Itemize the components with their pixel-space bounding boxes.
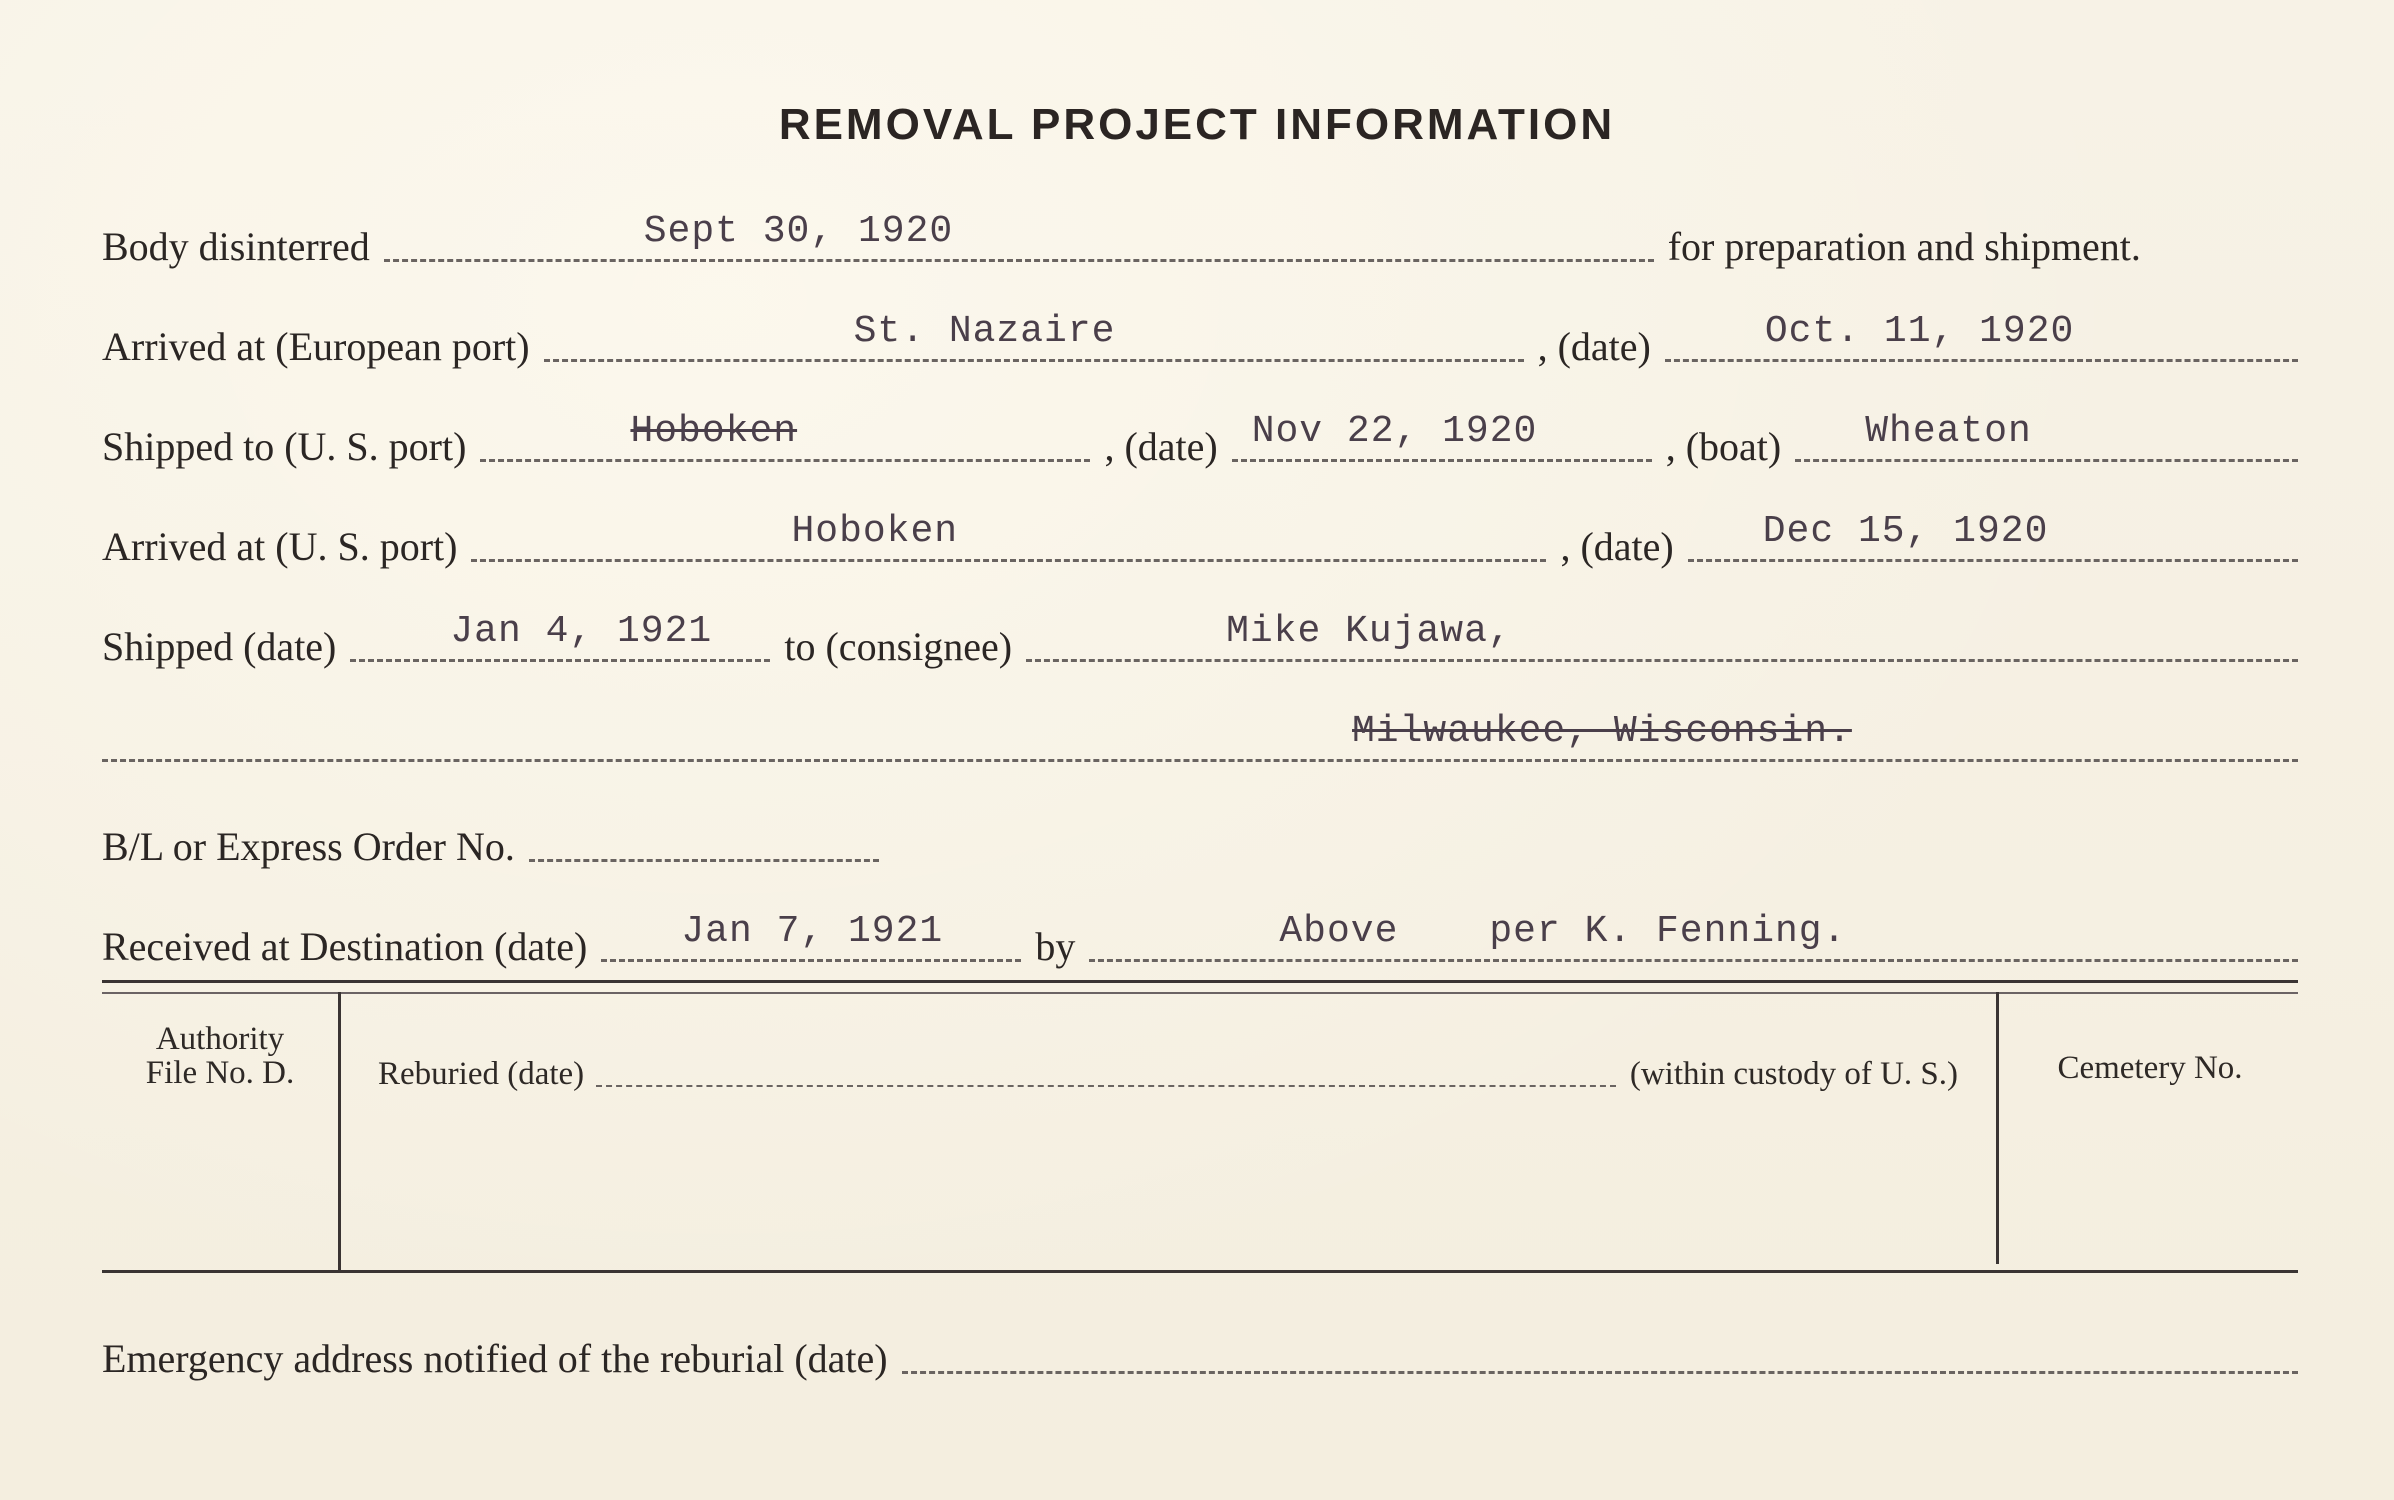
shipped-date: Jan 4, 1921 [450,610,713,653]
european-port-field [544,307,1524,362]
european-port-date-label: , (date) [1537,324,1651,369]
disinterred-field [384,207,1654,262]
disinterred-suffix: for preparation and shipment. [1667,224,2141,269]
page-title: REMOVAL PROJECT INFORMATION [778,100,1616,149]
disinterred-label: Body disinterred [102,224,370,269]
arrived-us-value: Hoboken [791,510,959,553]
shipped-us-label: Shipped to (U. S. port) [102,424,467,469]
row-bl [102,800,2298,870]
bl-field [529,807,879,862]
shipped-us-date: Nov 22, 1920 [1251,410,1538,453]
received-by-label: by [1035,924,1076,969]
received-per: per K. Fenning. [1489,910,1847,953]
reburied-label: Reburied (date) [378,1056,585,1092]
european-port-value: St. Nazaire [853,310,1116,353]
box-divider-left [338,992,341,1270]
address-value: Milwaukee, Wisconsin. [1352,710,1852,753]
arrived-us-field [471,507,1546,562]
emergency-label: Emergency address notified of the reburial (date) [102,1336,888,1381]
shipped-us-value: Hoboken [630,410,798,453]
box-divider-right [1996,992,1999,1264]
shipped-us-date-field [1232,407,1652,462]
european-port-date-field [1665,307,2298,362]
arrived-us-date: Dec 15, 1920 [1762,510,2049,553]
row-arrived-us [102,500,2298,570]
custody-label: (within custody of U. S.) [1629,1056,1958,1092]
row-disinterred [102,200,2298,270]
row-received [102,900,2298,970]
european-port-date: Oct. 11, 1920 [1764,310,2075,353]
row-shipped [102,600,2298,670]
shipped-us-boat-label: , (boat) [1665,424,1782,469]
row-european-port [102,300,2298,370]
box-top-rule-thin [102,992,2298,994]
arrived-us-date-label: , (date) [1560,524,1674,569]
arrived-us-label: Arrived at (U. S. port) [102,524,458,569]
shipped-date-field [350,607,770,662]
file-no-label: File No. D. [145,1055,295,1091]
authority-label: Authority [155,1021,285,1057]
shipped-us-boat: Wheaton [1865,410,2032,453]
box-bottom-rule [102,1270,2298,1273]
received-by: Above [1279,910,1399,953]
box-top-rule [102,980,2298,983]
reburied-row [378,1055,1958,1093]
shipped-us-date-label: , (date) [1104,424,1218,469]
arrived-us-date-field [1688,507,2298,562]
row-address [102,700,2298,770]
received-by-field [1089,907,2298,962]
row-emergency [102,1312,2298,1382]
european-port-label: Arrived at (European port) [102,324,530,369]
received-label: Received at Destination (date) [102,924,588,969]
disinterred-value: Sept 30, 1920 [643,210,954,253]
reburied-field [596,1055,1616,1087]
received-date-field [601,907,1021,962]
shipped-us-boat-field [1795,407,2298,462]
address-field [102,707,2298,762]
consignee-value: Mike Kujawa, [1226,610,1512,653]
consignee-label: to (consignee) [784,624,1013,669]
received-date: Jan 7, 1921 [681,910,944,953]
emergency-field [902,1319,2298,1374]
shipped-label: Shipped (date) [102,624,337,669]
authority-block [110,1022,330,1090]
consignee-field [1026,607,2298,662]
cemetery-label: Cemetery No. [2057,1050,2243,1086]
row-shipped-us [102,400,2298,470]
bl-label: B/L or Express Order No. [102,824,515,869]
shipped-us-field [480,407,1090,462]
